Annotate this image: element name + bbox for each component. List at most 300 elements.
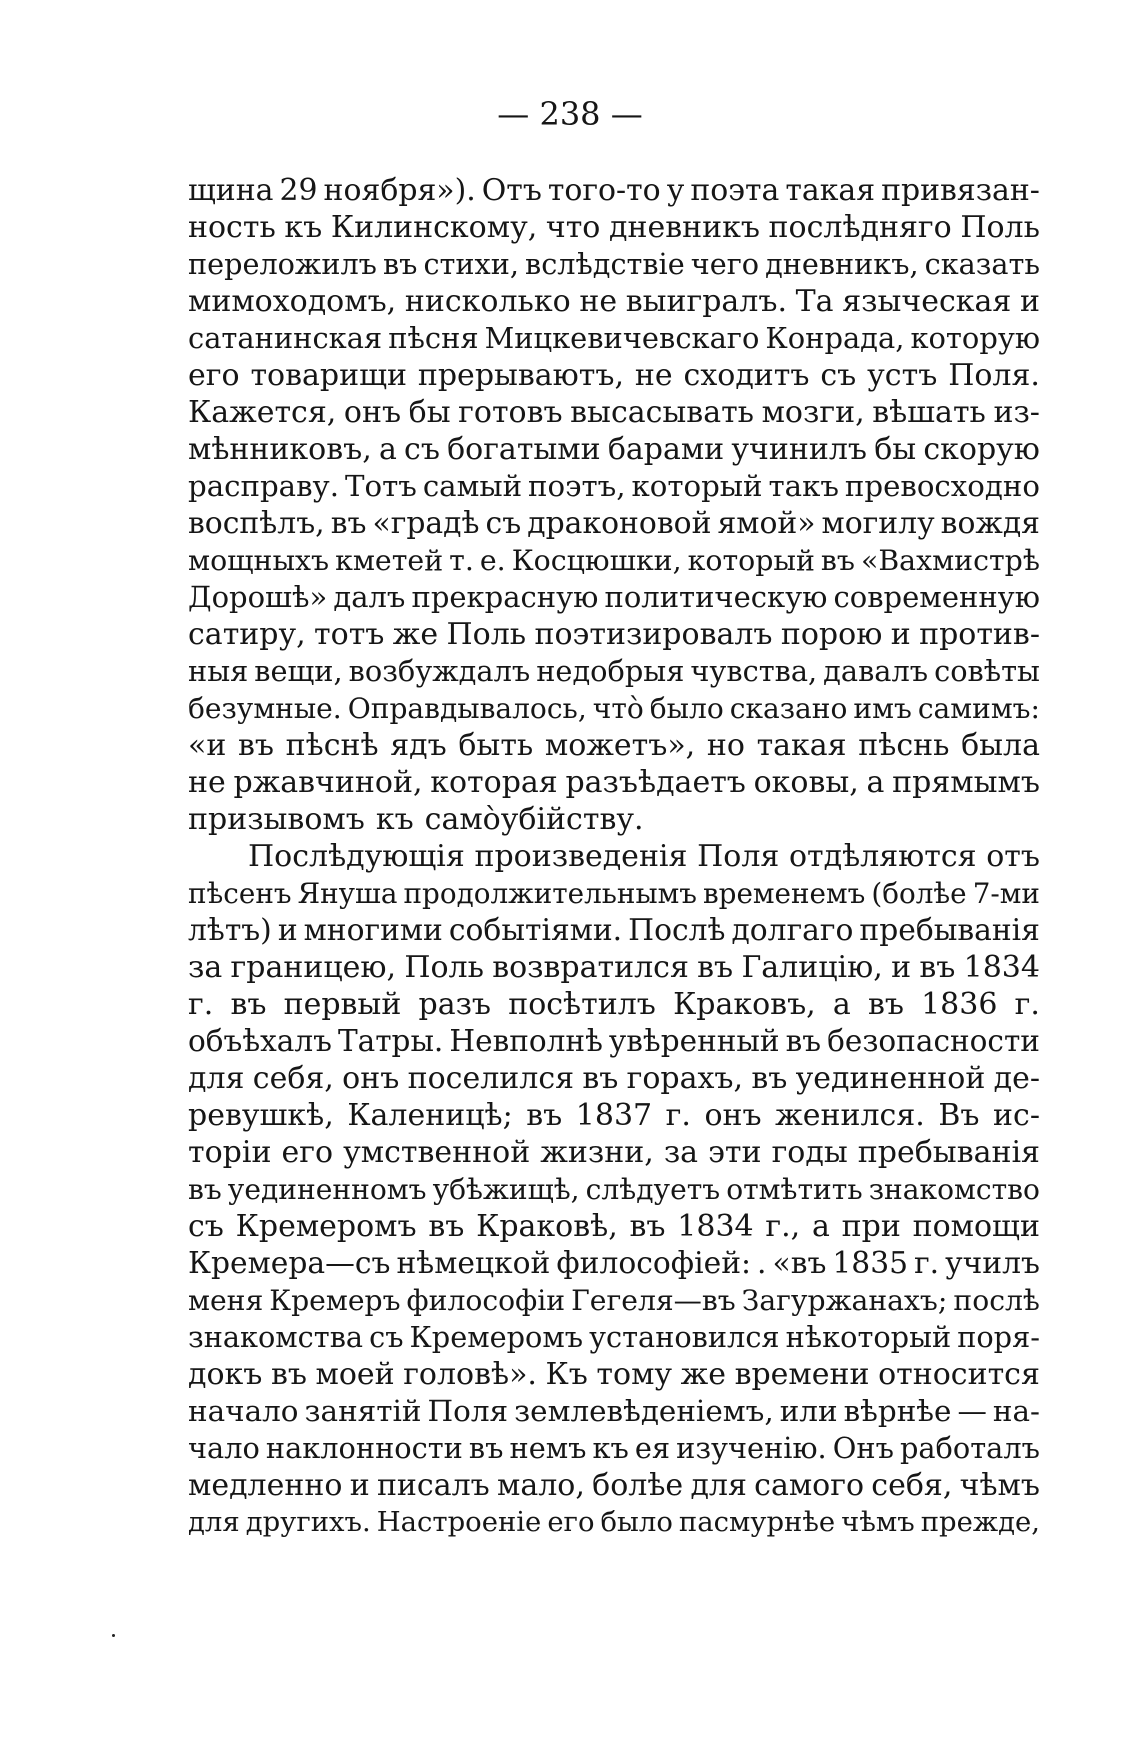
paragraph <box>188 172 1040 838</box>
word: не <box>634 358 673 393</box>
word: . <box>757 1246 767 1281</box>
text-line <box>188 579 1040 616</box>
word: знакомства <box>188 1320 364 1354</box>
word: г. <box>914 1246 940 1281</box>
text-line <box>188 764 1040 801</box>
text-line <box>188 283 1040 320</box>
word: 29 <box>279 173 318 208</box>
word: Мицкевичевскаго <box>484 321 760 355</box>
word: самый <box>422 469 523 503</box>
word: у <box>666 173 685 208</box>
word: пѣснѣ <box>285 728 379 763</box>
word: съ <box>485 506 522 541</box>
word: возвратился <box>492 950 689 985</box>
word: было <box>600 1507 673 1538</box>
word: чѣмъ <box>841 1507 915 1538</box>
word: порою <box>780 617 883 652</box>
word: высасывать <box>570 395 755 430</box>
word: чѣмъ <box>959 1468 1040 1503</box>
word: мозги, <box>761 395 865 430</box>
word: Краковъ, <box>673 987 816 1022</box>
word: прежде, <box>920 1507 1040 1538</box>
word: ржавчиной, <box>233 765 423 800</box>
word: Поля <box>697 839 780 874</box>
word: немъ <box>509 1431 587 1465</box>
word: его <box>547 1507 595 1538</box>
word: богатыми <box>447 432 601 467</box>
word: къ <box>592 1431 629 1465</box>
word: г., <box>765 1209 801 1244</box>
word: въ <box>867 987 904 1022</box>
word: Каленицѣ; <box>347 1098 513 1133</box>
word: 1836 <box>921 987 998 1022</box>
text-line <box>188 505 1040 542</box>
word: увѣренный <box>608 1024 780 1058</box>
ink-speck <box>112 1634 115 1637</box>
word: для <box>188 1507 240 1538</box>
word: Дорошѣ» <box>188 580 328 614</box>
word: бы <box>874 432 917 467</box>
word: разъѣдаетъ <box>565 765 746 800</box>
word: давалъ <box>823 654 929 688</box>
word: превосходно <box>844 469 1040 503</box>
word: что <box>545 210 601 245</box>
word: пѣснь <box>858 728 950 763</box>
word: поэтизировалъ <box>534 617 773 652</box>
text-line <box>188 616 1040 653</box>
word: себя, <box>252 1061 334 1096</box>
word: торіи <box>188 1135 272 1170</box>
word: его <box>281 1135 334 1170</box>
word: произведенія <box>474 839 688 874</box>
word: объѣхалъ <box>188 1024 332 1058</box>
word: Отъ <box>481 173 542 208</box>
text-line <box>188 209 1040 246</box>
text-line <box>188 468 1040 505</box>
text-line <box>188 653 1040 690</box>
word: сказано <box>729 692 848 725</box>
word: послѣ <box>953 1284 1040 1317</box>
text-line <box>188 1208 1040 1245</box>
word: лѣтъ) <box>188 913 272 948</box>
word: болѣе <box>592 1468 684 1503</box>
word: относится <box>878 1357 1040 1392</box>
word: въ <box>383 247 418 281</box>
word: Поля. <box>948 358 1040 393</box>
word: мѣнниковъ, <box>188 432 372 467</box>
word: готовъ <box>458 395 563 430</box>
text-line <box>188 1282 1040 1319</box>
word: помощи <box>912 1209 1040 1244</box>
word: Кремера—съ <box>188 1246 391 1281</box>
word: вещи, <box>254 654 343 688</box>
word: въ <box>238 728 274 763</box>
word: умственной <box>343 1135 531 1170</box>
word: мимоходомъ, <box>188 284 397 319</box>
text-line <box>188 357 1040 394</box>
word: работалъ <box>899 1431 1040 1465</box>
word: съ <box>188 1209 224 1244</box>
word: уединенной <box>795 1061 986 1096</box>
word: женился. <box>775 1098 925 1133</box>
word: въ <box>270 1357 307 1392</box>
word: е. <box>479 544 506 577</box>
word: съ <box>369 1320 404 1354</box>
text-line <box>188 1356 1040 1393</box>
word: «и <box>188 728 227 763</box>
word: самого <box>754 1468 865 1503</box>
word: и <box>891 950 912 985</box>
word: вѣшать <box>872 395 986 430</box>
word: другихъ. <box>245 1507 371 1538</box>
word: прямымъ <box>892 765 1040 800</box>
word: Невполнѣ <box>449 1024 603 1058</box>
word: въ <box>820 544 855 577</box>
text-line <box>188 1134 1040 1171</box>
word: и <box>890 617 911 652</box>
word: Послѣ <box>628 913 726 948</box>
word: въ <box>919 950 956 985</box>
word: 1837 <box>575 1098 653 1133</box>
word: была <box>961 728 1040 763</box>
text-line <box>188 1393 1040 1430</box>
text-line <box>188 912 1040 949</box>
word: прекрасную <box>411 580 599 614</box>
word: выигралъ. <box>625 284 787 319</box>
word: Килинскому, <box>330 210 538 245</box>
word: ность <box>188 210 276 245</box>
word: для <box>690 1468 747 1503</box>
word: 1834 <box>963 950 1040 985</box>
word: долгаго <box>731 913 854 948</box>
word: сатанинская <box>188 321 383 355</box>
word: из- <box>993 395 1040 430</box>
word: дневникъ, <box>765 247 919 281</box>
word: а <box>866 765 885 800</box>
word: разъ <box>418 987 492 1022</box>
word: Оправдывалось, <box>347 692 587 725</box>
word: вслѣдствіе <box>525 247 685 281</box>
word: сходитъ <box>683 358 810 393</box>
text-line <box>188 542 1040 579</box>
word: вождя <box>940 506 1040 541</box>
word: стихи, <box>423 247 519 281</box>
word: пѣсенъ <box>188 877 292 910</box>
word: событіями. <box>448 913 623 948</box>
word: Краковѣ, <box>476 1209 618 1244</box>
word: Кремеромъ <box>235 1209 417 1244</box>
word: горахъ, <box>626 1061 744 1096</box>
word: философіей: <box>556 1246 752 1281</box>
text-line <box>188 727 1040 764</box>
word: въ <box>526 1098 563 1133</box>
word: за <box>188 950 223 985</box>
word: против- <box>919 617 1040 652</box>
word: Галицію, <box>741 950 883 985</box>
word: такая <box>785 173 876 208</box>
word: безопасности <box>827 1024 1040 1058</box>
word: но <box>706 728 745 763</box>
word: изученію. <box>676 1431 827 1465</box>
word: «градѣ <box>372 506 480 541</box>
word: пребыванія <box>857 1135 1040 1170</box>
word: устъ <box>867 358 938 393</box>
word: поселился <box>407 1061 575 1096</box>
word: же <box>392 617 439 652</box>
word: Загуржанахъ; <box>741 1284 948 1317</box>
word: г. <box>188 987 214 1022</box>
word: а <box>832 987 851 1022</box>
word: Настроеніе <box>376 1507 542 1538</box>
word: и <box>1019 284 1040 319</box>
word: Поль <box>960 210 1040 245</box>
word: вѣрнѣе <box>843 1394 952 1428</box>
text-line <box>188 1430 1040 1467</box>
word: для <box>188 1061 245 1096</box>
word: нѣмецкой <box>396 1246 551 1281</box>
text-line <box>188 1171 1040 1208</box>
text-line <box>188 949 1040 986</box>
word: 7-ми <box>972 877 1040 910</box>
body-text <box>188 172 1040 1541</box>
word: возбуждалъ <box>348 654 531 688</box>
word: головѣ». <box>403 1357 537 1392</box>
word: (болѣе <box>871 877 967 910</box>
word: мало, <box>497 1468 585 1503</box>
text-line <box>188 986 1040 1023</box>
text-line <box>188 394 1040 431</box>
word: Кремеромъ <box>409 1320 584 1354</box>
word: Онъ <box>832 1431 894 1465</box>
text-line <box>188 690 1040 727</box>
word: Поль <box>446 617 527 652</box>
text-line <box>188 838 1040 875</box>
word: онъ <box>704 1098 762 1133</box>
text-line <box>188 1060 1040 1097</box>
text-line <box>188 431 1040 468</box>
word: — <box>957 1394 987 1428</box>
word: а <box>378 432 397 467</box>
word: безумные. <box>188 692 342 725</box>
word: сатиру, <box>188 617 306 652</box>
word: же <box>680 1357 726 1392</box>
word: оковы, <box>753 765 859 800</box>
word: убѣжищѣ, <box>432 1173 580 1206</box>
word: Кремеръ <box>269 1284 401 1317</box>
word: Та <box>795 284 834 319</box>
word: первый <box>283 987 402 1022</box>
word: само̀убійству. <box>424 802 644 837</box>
word: пѣсня <box>388 321 479 355</box>
word: г. <box>1014 987 1040 1022</box>
word: поэтъ, <box>528 469 626 503</box>
word: въ <box>582 1061 619 1096</box>
word: ревушкѣ, <box>188 1098 334 1133</box>
word: училъ <box>945 1246 1040 1281</box>
word: моей <box>315 1357 395 1392</box>
word: который <box>687 544 815 577</box>
word: того-то <box>547 173 661 208</box>
word: слѣдуетъ <box>585 1173 721 1206</box>
word: Януша <box>297 877 398 910</box>
word: поря- <box>957 1320 1040 1354</box>
text-line <box>188 1023 1040 1060</box>
word: Послѣдующія <box>248 839 465 874</box>
text-line <box>188 320 1040 357</box>
word: онъ <box>343 395 402 430</box>
word: временемъ <box>702 877 866 910</box>
word: эти <box>708 1135 762 1170</box>
word: многими <box>303 913 443 948</box>
word: въ <box>697 950 734 985</box>
word: послѣдняго <box>768 210 952 245</box>
word: съ <box>820 358 857 393</box>
word: нѣкоторый <box>785 1320 952 1354</box>
word: наклонности <box>265 1431 463 1465</box>
word: де- <box>993 1061 1040 1096</box>
word: такъ <box>768 469 839 503</box>
word: ис- <box>993 1098 1040 1133</box>
word: въ <box>785 1024 822 1058</box>
word: которая <box>430 765 558 800</box>
page-number: — 238 — <box>497 95 643 133</box>
word: можетъ», <box>544 728 696 763</box>
word: г. <box>665 1098 691 1133</box>
word: при <box>841 1209 901 1244</box>
word: кметей <box>335 544 444 577</box>
word: въ <box>330 506 367 541</box>
word: въ <box>230 987 267 1022</box>
word: сказать <box>924 247 1040 281</box>
word: было <box>649 692 724 725</box>
word: бы <box>408 395 451 430</box>
word: барами <box>607 432 725 467</box>
word: «въ <box>772 1246 827 1281</box>
word: продолжительнымъ <box>403 877 697 910</box>
text-line <box>188 801 1040 838</box>
word: Кажется, <box>188 395 337 430</box>
word: имъ <box>853 692 912 725</box>
word: не <box>579 284 618 319</box>
word: который <box>631 469 763 503</box>
word: тотъ <box>314 617 385 652</box>
word: чало <box>188 1431 260 1465</box>
word: тому <box>596 1357 673 1392</box>
word: чувства, <box>690 654 818 688</box>
word: годы <box>771 1135 848 1170</box>
word: Гегеля—въ <box>571 1284 736 1317</box>
word: ямой» <box>717 506 816 541</box>
word: ядъ <box>390 728 447 763</box>
word: дневникъ <box>608 210 760 245</box>
word: щина <box>188 173 274 208</box>
word: въ <box>751 1061 788 1096</box>
word: начало <box>188 1394 299 1428</box>
word: меня <box>188 1284 264 1317</box>
word: скорую <box>923 432 1040 467</box>
word: Къ <box>545 1357 588 1392</box>
word: отмѣтить <box>726 1173 863 1206</box>
word: далъ <box>333 580 406 614</box>
word: чего <box>690 247 760 281</box>
word: его <box>188 358 240 393</box>
word: занятій <box>304 1394 422 1428</box>
text-line <box>188 875 1040 912</box>
text-line <box>188 172 1040 209</box>
word: т. <box>449 544 474 577</box>
word: въ <box>629 1209 666 1244</box>
word: докъ <box>188 1357 263 1392</box>
word: жизни, <box>540 1135 654 1170</box>
word: Въ <box>938 1098 980 1133</box>
word: поэта <box>690 173 780 208</box>
word: за <box>663 1135 699 1170</box>
word: товарищи <box>250 358 407 393</box>
word: пребыванія <box>859 913 1040 948</box>
word: на- <box>992 1394 1040 1428</box>
word: самимъ: <box>917 692 1040 725</box>
word: ея <box>634 1431 671 1465</box>
word: призывомъ <box>188 802 365 837</box>
word: учинилъ <box>731 432 867 467</box>
word: прерываютъ, <box>417 358 625 393</box>
word: пасмурнѣе <box>678 1507 836 1538</box>
word: къ <box>375 802 414 837</box>
word: что̀ <box>592 692 644 725</box>
word: расправу. <box>188 469 340 503</box>
text-line <box>188 1319 1040 1356</box>
word: съ <box>404 432 440 467</box>
word: которую <box>910 321 1040 355</box>
word: 1834 <box>677 1209 754 1244</box>
word: въ <box>468 1431 504 1465</box>
word: привязан- <box>881 173 1040 208</box>
word: могилу <box>821 506 935 541</box>
word: ноября»). <box>323 173 476 208</box>
word: недобрыя <box>536 654 685 688</box>
word: границею, <box>230 950 397 985</box>
word: Татры. <box>337 1024 444 1058</box>
text-line <box>188 1097 1040 1134</box>
text-line <box>188 1245 1040 1282</box>
word: совѣты <box>934 654 1040 688</box>
word: въ <box>188 1173 222 1206</box>
word: Косцюшки, <box>511 544 682 577</box>
text-line <box>188 246 1040 283</box>
word: такая <box>756 728 847 763</box>
word: Конрада, <box>765 321 905 355</box>
word: знакомство <box>868 1173 1040 1206</box>
word: переложилъ <box>188 247 377 281</box>
text-line <box>188 1467 1040 1504</box>
word: отдѣляются <box>788 839 977 874</box>
word: Поль <box>404 950 484 985</box>
paragraph <box>188 838 1040 1541</box>
word: Поля <box>427 1394 509 1428</box>
word: времени <box>734 1357 870 1392</box>
word: отъ <box>986 839 1040 874</box>
word: драконовой <box>527 506 712 541</box>
word: ныя <box>188 654 249 688</box>
word: или <box>779 1394 838 1428</box>
word: въ <box>428 1209 465 1244</box>
word: и <box>349 1468 370 1503</box>
text-line <box>188 1504 1040 1541</box>
word: установился <box>589 1320 780 1354</box>
word: уединенномъ <box>227 1173 427 1206</box>
word: нисколько <box>404 284 571 319</box>
word: «Вахмистрѣ <box>860 544 1040 577</box>
